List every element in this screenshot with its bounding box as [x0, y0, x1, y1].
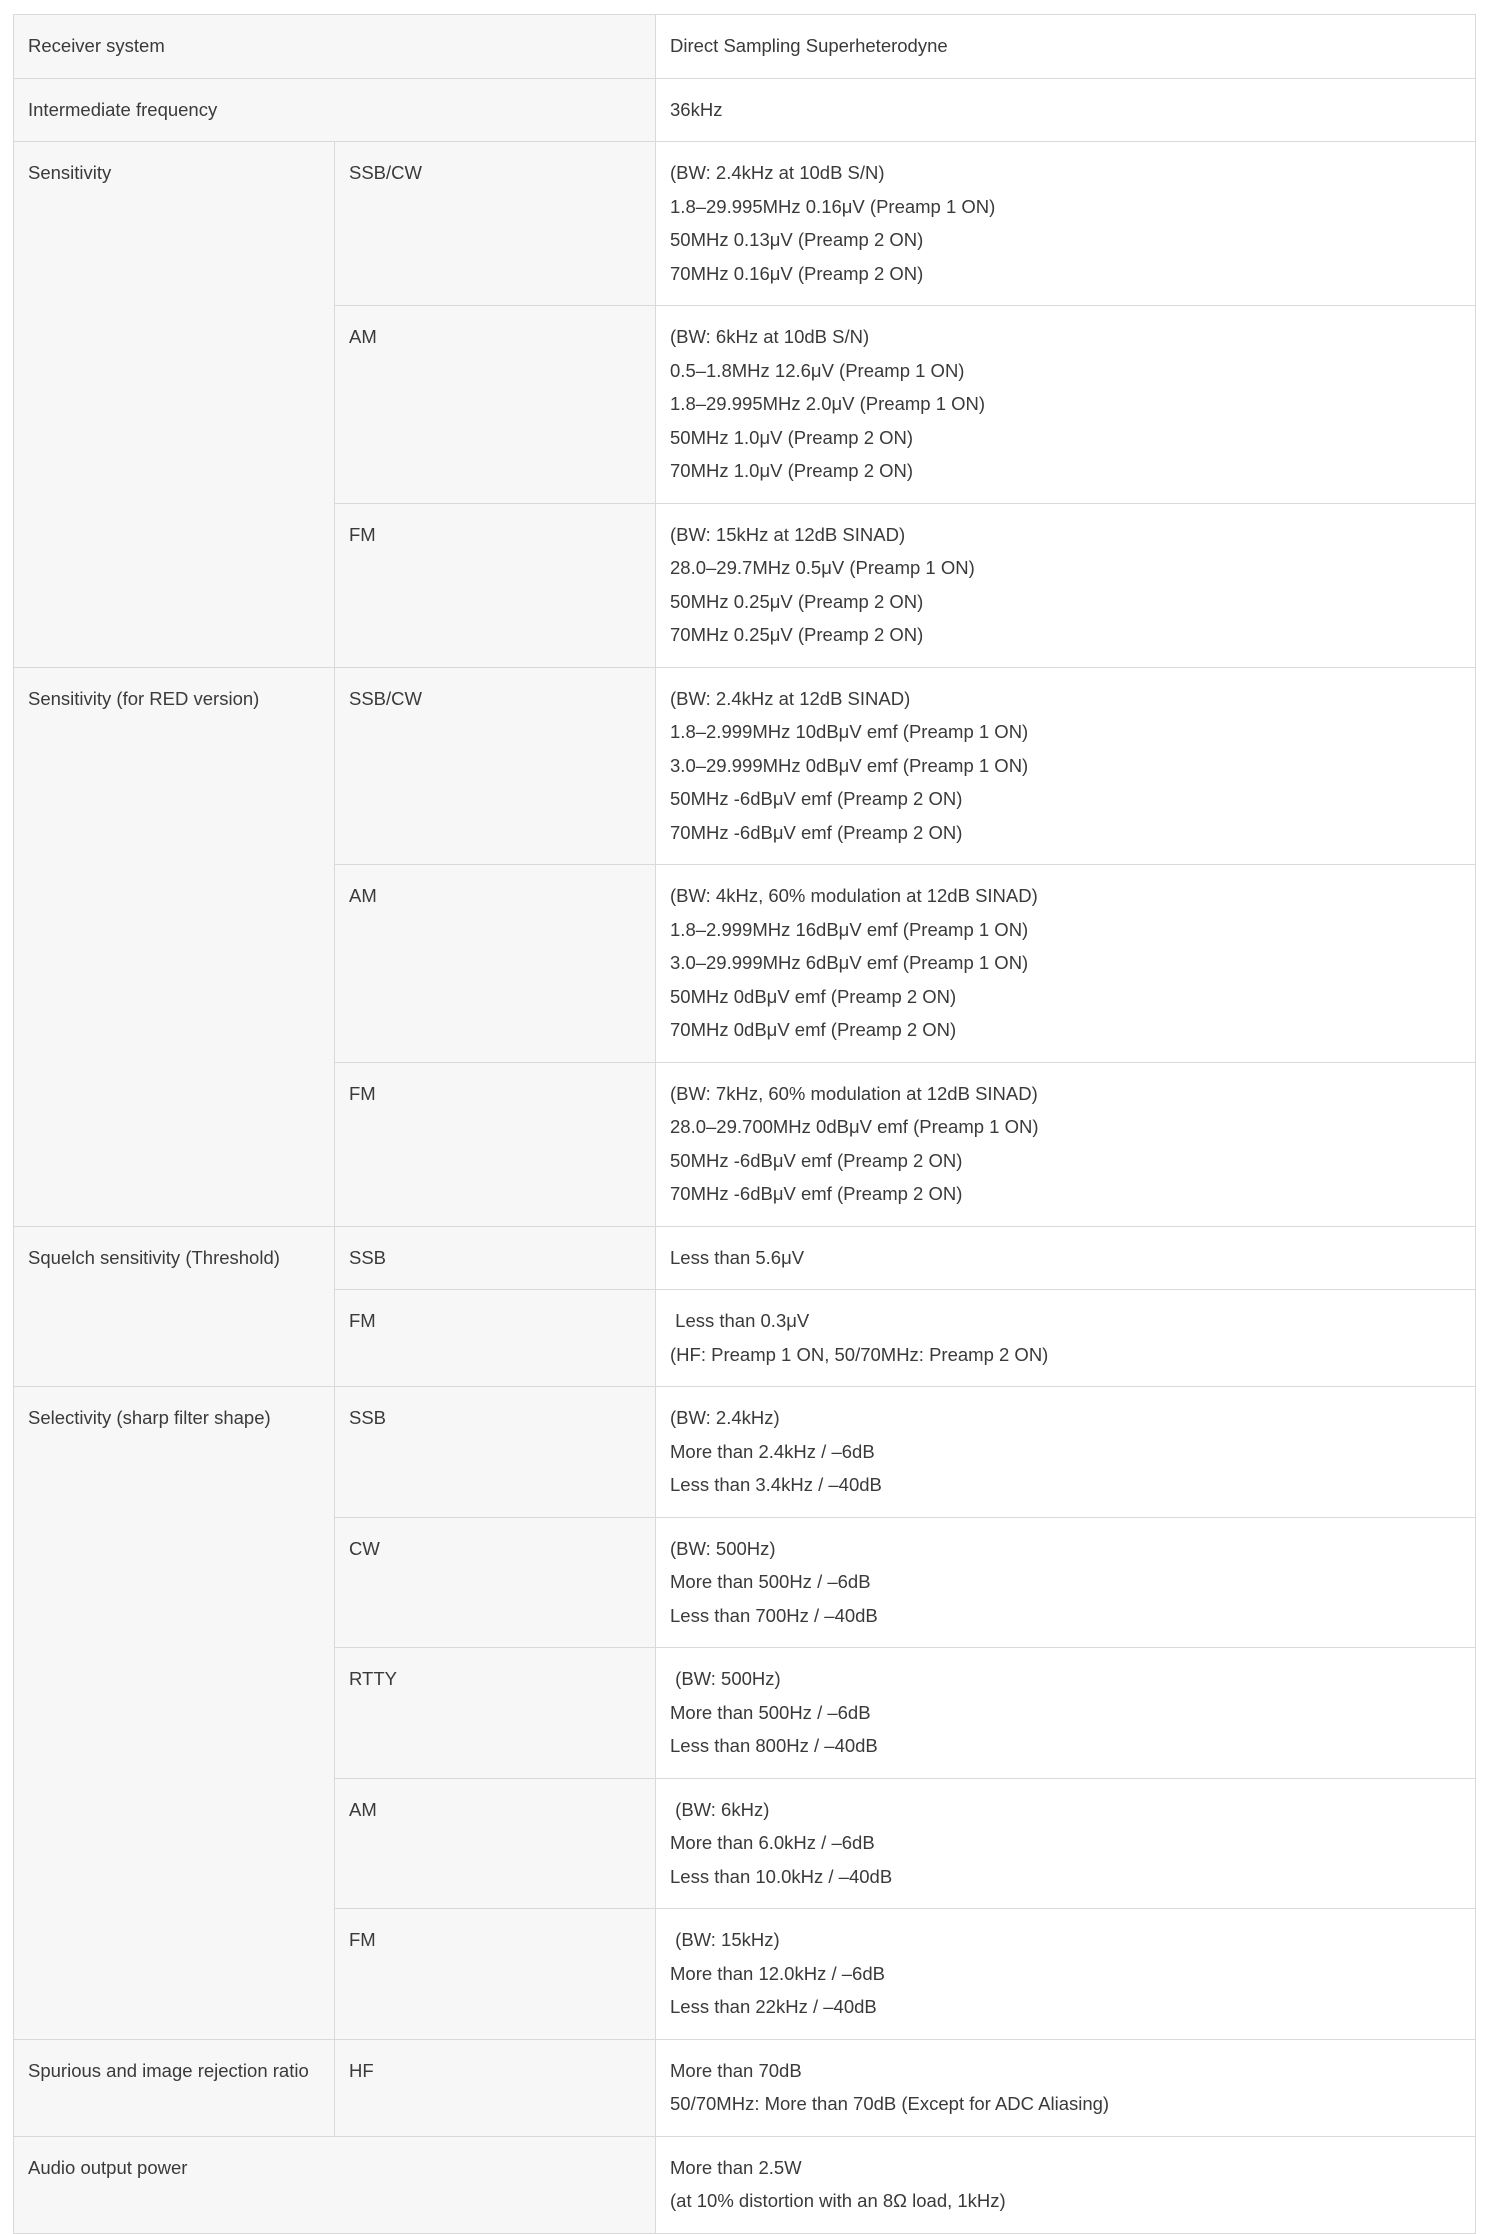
spec-value [656, 865, 1476, 1063]
spec-label: Audio output power [14, 2136, 656, 2233]
spec-value-line: Less than 10.0kHz / –40dB [670, 1865, 893, 1887]
spec-label: Selectivity (sharp filter shape) [14, 1387, 335, 2040]
spec-label: Squelch sensitivity (Threshold) [14, 1226, 335, 1387]
spec-label: Sensitivity [14, 142, 335, 668]
spec-value [656, 306, 1476, 504]
spec-value [656, 503, 1476, 667]
spec-value-line: 1.8–2.999MHz 16dBμV emf (Preamp 1 ON) [670, 918, 1029, 940]
spec-mode-label: SSB/CW [335, 142, 656, 306]
spec-value-line: (BW: 4kHz, 60% modulation at 12dB SINAD) [670, 885, 1038, 906]
spec-value-line: 50MHz 0.13μV (Preamp 2 ON) [670, 229, 924, 250]
spec-value-line: Less than 800Hz / –40dB [670, 1735, 878, 1756]
spec-label: Spurious and image rejection ratio [14, 2039, 335, 2136]
spec-value-line: Less than 5.6μV [670, 1246, 805, 1268]
spec-mode-label: FM [335, 1909, 656, 2040]
spec-value-line: 50MHz 0dBμV emf (Preamp 2 ON) [670, 985, 957, 1007]
spec-value-line: (BW: 2.4kHz at 10dB S/N) [670, 162, 885, 183]
spec-value-line: 3.0–29.999MHz 0dBμV emf (Preamp 1 ON) [670, 754, 1029, 776]
spec-value-line: 50MHz 0.25μV (Preamp 2 ON) [670, 590, 924, 612]
spec-value-line: 36kHz [670, 98, 723, 120]
spec-row-audio-output-power [14, 2136, 1476, 2233]
spec-value-line: 28.0–29.7MHz 0.5μV (Preamp 1 ON) [670, 557, 975, 578]
spec-value-line: 3.0–29.999MHz 6dBμV emf (Preamp 1 ON) [670, 952, 1029, 973]
spec-table-body [14, 15, 1476, 2234]
spec-value-line: 28.0–29.700MHz 0dBμV emf (Preamp 1 ON) [670, 1116, 1039, 1137]
spec-value-line: (BW: 7kHz, 60% modulation at 12dB SINAD) [670, 1082, 1038, 1104]
spec-mode-label: FM [335, 1290, 656, 1387]
spec-value-line: More than 2.5W [670, 2156, 802, 2178]
spec-mode-label: SSB [335, 1387, 656, 1518]
spec-row-spurious-and-image-rejection-ratio [14, 2039, 1476, 2136]
spec-value-line: (BW: 500Hz) [670, 1537, 776, 1559]
spec-value-line: (BW: 500Hz) [670, 1668, 781, 1689]
spec-value [656, 15, 1476, 79]
spec-value [656, 142, 1476, 306]
spec-value-line: 70MHz -6dBμV emf (Preamp 2 ON) [670, 1183, 963, 1204]
spec-value [656, 1909, 1476, 2040]
spec-value [656, 1517, 1476, 1648]
spec-value-line: 70MHz 0dBμV emf (Preamp 2 ON) [670, 1019, 957, 1040]
spec-row-sensitivity-for-red-version [14, 667, 1476, 865]
spec-mode-label: AM [335, 1778, 656, 1909]
spec-value-line: 70MHz 0.16μV (Preamp 2 ON) [670, 262, 924, 284]
spec-value [656, 1062, 1476, 1226]
spec-value-line: 70MHz 1.0μV (Preamp 2 ON) [670, 460, 914, 481]
spec-value-line: Less than 3.4kHz / –40dB [670, 1474, 882, 1495]
spec-value [656, 1778, 1476, 1909]
spec-value-line: 50MHz -6dBμV emf (Preamp 2 ON) [670, 1149, 963, 1171]
spec-value-line: (BW: 15kHz) [670, 1929, 780, 1950]
spec-mode-label: FM [335, 1062, 656, 1226]
spec-row-intermediate-frequency [14, 78, 1476, 142]
spec-value [656, 667, 1476, 865]
spec-row-selectivity-sharp-filter-shape [14, 1387, 1476, 1518]
spec-value-line: More than 500Hz / –6dB [670, 1571, 871, 1592]
spec-value-line: (BW: 2.4kHz at 12dB SINAD) [670, 687, 911, 709]
spec-value [656, 78, 1476, 142]
spec-value-line: (BW: 6kHz) [670, 1798, 770, 1820]
spec-row-receiver-system [14, 15, 1476, 79]
spec-value-line: More than 70dB [670, 2059, 802, 2081]
spec-value-line: More than 2.4kHz / –6dB [670, 1440, 875, 1462]
spec-value [656, 1387, 1476, 1518]
spec-value [656, 1648, 1476, 1779]
spec-value-line: 50MHz 1.0μV (Preamp 2 ON) [670, 426, 914, 448]
spec-value-line: (at 10% distortion with an 8Ω load, 1kHz) [670, 2190, 1006, 2211]
spec-value-line: Direct Sampling Superheterodyne [670, 35, 948, 56]
spec-value-line: 70MHz 0.25μV (Preamp 2 ON) [670, 624, 924, 645]
spec-value-line: (BW: 2.4kHz) [670, 1407, 780, 1428]
spec-value-line: 50MHz -6dBμV emf (Preamp 2 ON) [670, 788, 963, 809]
spec-mode-label: HF [335, 2039, 656, 2136]
spec-label: Sensitivity (for RED version) [14, 667, 335, 1226]
spec-mode-label: FM [335, 503, 656, 667]
spec-mode-label: CW [335, 1517, 656, 1648]
spec-mode-label: AM [335, 306, 656, 504]
spec-value-line: Less than 0.3μV [670, 1310, 810, 1331]
spec-value-line: 1.8–29.995MHz 2.0μV (Preamp 1 ON) [670, 393, 986, 414]
spec-row-sensitivity [14, 142, 1476, 306]
spec-value [656, 2039, 1476, 2136]
spec-label: Intermediate frequency [14, 78, 656, 142]
spec-value-line: Less than 700Hz / –40dB [670, 1604, 878, 1626]
spec-row-squelch-sensitivity-threshold [14, 1226, 1476, 1290]
spec-mode-label: SSB [335, 1226, 656, 1290]
spec-mode-label: AM [335, 865, 656, 1063]
spec-mode-label: RTTY [335, 1648, 656, 1779]
spec-value [656, 1226, 1476, 1290]
spec-value [656, 2136, 1476, 2233]
spec-value-line: Less than 22kHz / –40dB [670, 1996, 877, 2017]
spec-value-line: 1.8–2.999MHz 10dBμV emf (Preamp 1 ON) [670, 721, 1029, 742]
spec-value-line: (HF: Preamp 1 ON, 50/70MHz: Preamp 2 ON) [670, 1343, 1049, 1365]
spec-label: Receiver system [14, 15, 656, 79]
spec-value-line: 50/70MHz: More than 70dB (Except for ADC Aliasing) [670, 2093, 1110, 2114]
receiver-spec-table [13, 14, 1476, 2234]
spec-value-line: More than 6.0kHz / –6dB [670, 1832, 875, 1853]
spec-value-line: 70MHz -6dBμV emf (Preamp 2 ON) [670, 821, 963, 843]
spec-value-line: (BW: 15kHz at 12dB SINAD) [670, 523, 906, 545]
spec-value-line: 0.5–1.8MHz 12.6μV (Preamp 1 ON) [670, 359, 965, 381]
spec-value [656, 1290, 1476, 1387]
spec-value-line: (BW: 6kHz at 10dB S/N) [670, 326, 870, 347]
spec-value-line: More than 500Hz / –6dB [670, 1701, 871, 1723]
spec-value-line: More than 12.0kHz / –6dB [670, 1962, 885, 1984]
spec-mode-label: SSB/CW [335, 667, 656, 865]
spec-value-line: 1.8–29.995MHz 0.16μV (Preamp 1 ON) [670, 195, 996, 217]
